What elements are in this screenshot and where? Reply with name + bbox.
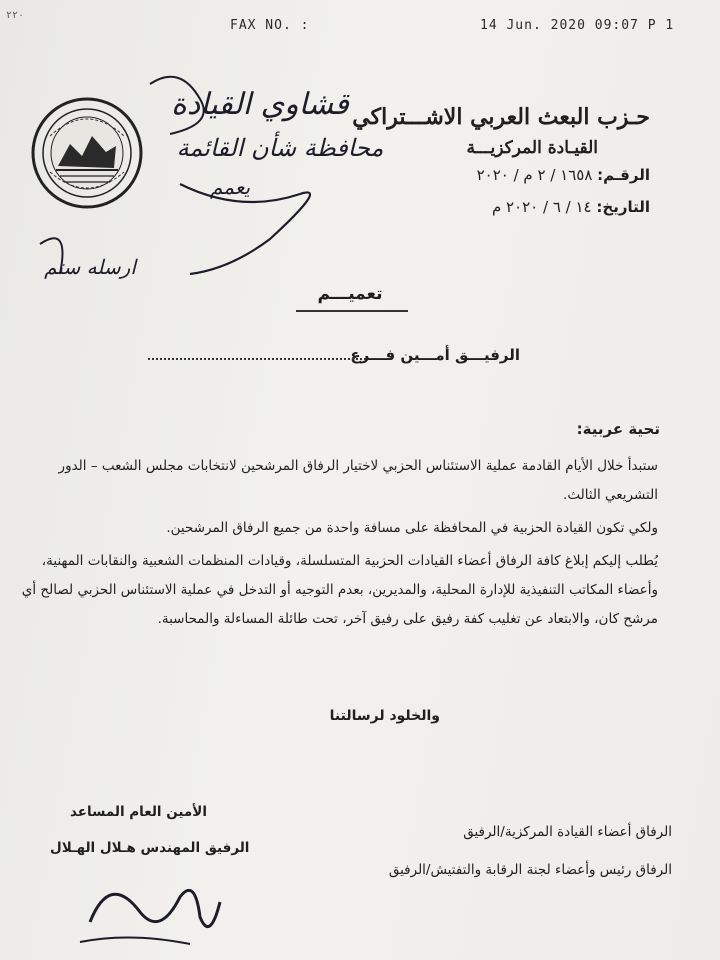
subject-underline (296, 310, 408, 312)
distribution-line-2: الرفاق رئيس وأعضاء لجنة الرقابة والتفتيش/الرفيق (388, 862, 672, 878)
annotation-line-2: محافظة شأن القائمة (176, 134, 384, 162)
fax-number-label: FAX NO. : (230, 18, 310, 33)
reference-value: ١٦٥٨ / ٢ م / ٢٠٢٠ (476, 166, 593, 184)
reference-label: الرقـم: (597, 166, 650, 184)
reference-number-row (477, 166, 650, 184)
fax-date-time: 14 Jun. 2020 09:07 P 1 (480, 18, 675, 33)
corner-mark: ٢٢٠ (6, 10, 25, 21)
date-value: ١٤ / ٦ / ٢٠٢٠ م (491, 198, 592, 216)
date-label: التاريخ: (596, 198, 650, 216)
date-row (492, 198, 650, 216)
subject-heading: تعميـــم (317, 284, 383, 304)
party-name: حـزب البعث العربي الاشـــتراكي (352, 104, 650, 130)
annotation-line-3: يعمم (209, 175, 251, 199)
fax-header (0, 10, 720, 40)
greeting: تحية عربية: (576, 420, 660, 438)
closing-phrase: والخلود لرسالتنا (329, 708, 440, 724)
signatory-title: الأمين العام المساعد (70, 804, 207, 820)
body-paragraph-3: يُطلب إليكم إبلاغ كافة الرفاق أعضاء القيادات الحزبية المتسلسلة، وقيادات المنظمات الشعبية والنقابات المهنية، وأعضاء المكاتب التنفيذية للإدارة المحلية، والمديرين، بعدم التوجيه أو التدخل في عملية الاستئناس الحزبي لصالح أي مرشح كان، والابتعاد عن تغليب كفة رفيق على رفيق آخر، تحت طائلة المساءلة والمحاسبة. (21, 553, 658, 627)
handwritten-signature (70, 862, 230, 952)
signatory-name: الرفيق المهندس هـلال الهـلال (50, 840, 250, 856)
body-text (20, 452, 680, 638)
body-paragraph-1: ستبدأ خلال الأيام القادمة عملية الاستئناس الحزبي لاختيار الرفاق المرشحين لانتخابات مجلس الشعب – الدور التشريعي الثالث. (58, 458, 658, 503)
annotation-line-1: قشاوي القيادة (171, 87, 349, 122)
body-paragraph-2: ولكي تكون القيادة الحزبية في المحافظة على مسافة واحدة من جميع الرفاق المرشحين. (166, 520, 658, 536)
handwritten-annotation (30, 44, 450, 294)
recipient-dotted-line (148, 358, 366, 360)
distribution-line-1: الرفاق أعضاء القيادة المركزية/الرفيق (463, 824, 672, 840)
leadership-name: القيـادة المركزيـــة (466, 138, 598, 158)
annotation-line-4: ارسله ستم (44, 255, 136, 279)
recipient-line: الرفيـــق أمـــين فـــرع (350, 346, 520, 364)
